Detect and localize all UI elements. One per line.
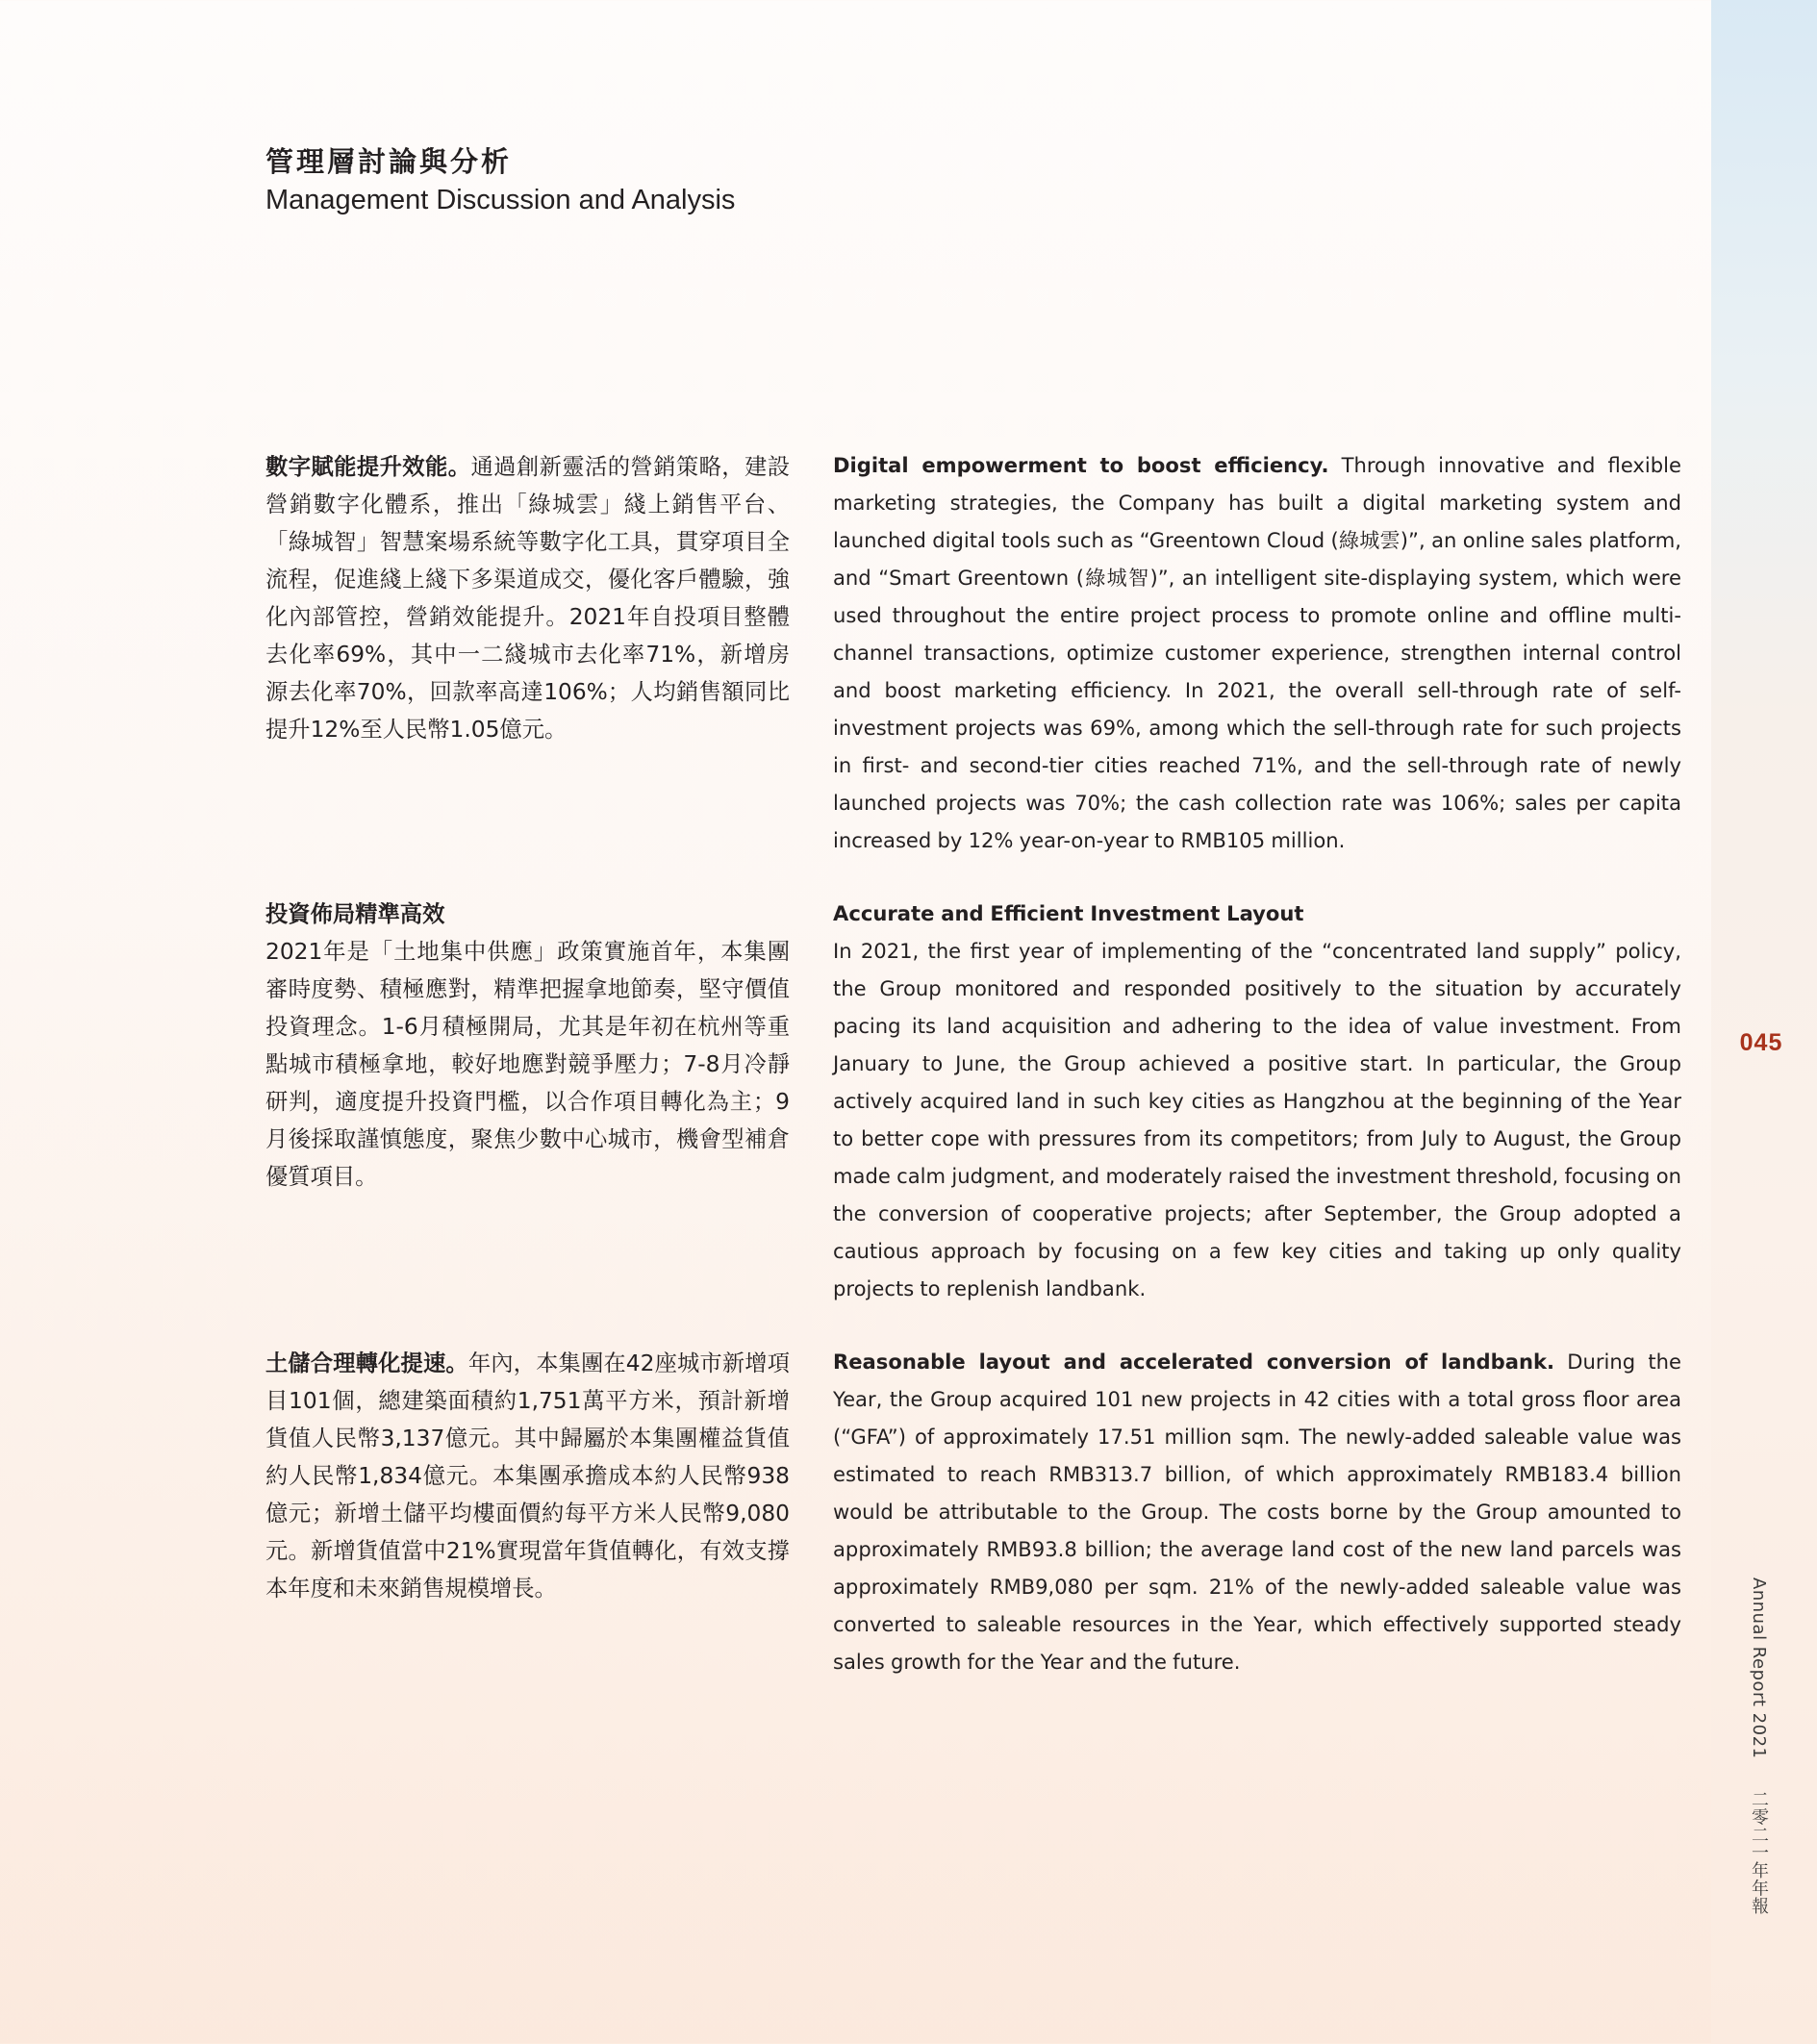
- section-1-zh: [265, 448, 790, 748]
- section-3-zh: [265, 1345, 790, 1607]
- page-header: [265, 144, 1035, 217]
- section-1-en-body: Through innovative and flexible marketing strategies, the Company has built a digital marketing system and launched digital tools such as “Greentown Cloud (綠城雲)”, an online sales platform, and “Smart Greentown (綠城智)”, an intelligent site-displaying system, which were used throughout the entire project process to promote online and offline multi-channel transactions, optimize customer experience, strengthen internal control and boost marketing efficiency. In 2021, the overall sell-through rate of self-investment projects was 69%, among which the sell-through rate for such projects in first- and second-tier cities reached 71%, and the sell-through rate of newly launched projects was 70%; the cash collection rate was 106%; sales per capita increased by 12% year-on-year to RMB105 million.: [833, 453, 1681, 852]
- report-footer-en: Annual Report 2021: [1749, 1577, 1769, 1759]
- section-2-zh-body: 2021年是「土地集中供應」政策實施首年，本集團審時度勢、積極應對，精準把握拿地節奏，堅守價值投資理念。1-6月積極開局，尤其是年初在杭州等重點城市積極拿地，較好地應對競爭壓力；7-8月冷靜研判，適度提升投資門檻，以合作項目轉化為主；9月後採取謹慎態度，聚焦少數中心城市，機會型補倉優質項目。: [265, 939, 790, 1190]
- report-footer-zh: 二零二一年年報: [1749, 1789, 1769, 1915]
- section-3-en: [833, 1343, 1681, 1680]
- section-3-zh-heading: 土儲合理轉化提速。: [265, 1350, 468, 1376]
- section-1-en: [833, 446, 1681, 859]
- section-3-en-body: During the Year, the Group acquired 101 new projects in 42 cities with a total gross floor area (“GFA”) of approximately 17.51 million sqm. The newly-added saleable value was estimated to reach RMB313.7 billion, of which approximately RMB183.4 billion would be attributable to the Group. The costs borne by the Group amounted to approximately RMB93.8 billion; the average land cost of the new land parcels was approximately RMB9,080 per sqm. 21% of the newly-added saleable value was converted to saleable resources in the Year, which effectively supported steady sales growth for the Year and the future.: [833, 1350, 1682, 1674]
- section-2-en-body: In 2021, the first year of implementing of the “concentrated land supply” policy, the Group monitored and responded positively to the situation by accurately pacing its land acquisition and adhering to the idea of value investment. From January to June, the Group achieved a positive start. In particular, the Group actively acquired land in such key cities as Hangzhou at the beginning of the Year to better cope with pressures from its competitors; from July to August, the Group made calm judgment, and moderately raised the investment threshold, focusing on the conversion of cooperative projects; after September, the Group adopted a cautious approach by focusing on a few key cities and taking up only quality projects to replenish landbank.: [833, 939, 1681, 1300]
- section-2-en: [833, 895, 1681, 1307]
- section-3-zh-body: 年內，本集團在42座城市新增項目101個，總建築面積約1,751萬平方米，預計新增貨值人民幣3,137億元。其中歸屬於本集團權益貨值約人民幣1,834億元。本集團承擔成本約人民幣938億元；新增土儲平均樓面價約每平方米人民幣9,080元。新增貨值當中21%實現當年貨值轉化，有效支撐本年度和未來銷售規模增長。: [265, 1350, 790, 1602]
- section-1-zh-body: 通過創新靈活的營銷策略，建設營銷數字化體系，推出「綠城雲」綫上銷售平台、「綠城智」智慧案場系統等數字化工具，貫穿項目全流程，促進綫上綫下多渠道成交，優化客戶體驗，強化內部管控，營銷效能提升。2021年自投項目整體去化率69%，其中一二綫城市去化率71%，新增房源去化率70%，回款率高達106%；人均銷售額同比提升12%至人民幣1.05億元。: [265, 454, 791, 743]
- section-2-zh-heading: 投資佈局精準高效: [265, 901, 445, 927]
- page-title-en: Management Discussion and Analysis: [265, 185, 736, 215]
- page-title-zh: 管理層討論與分析: [265, 145, 513, 178]
- page-number: 045: [1739, 1029, 1783, 1056]
- section-2-zh: [265, 896, 790, 1196]
- section-3-en-heading: Reasonable layout and accelerated conversion of landbank.: [833, 1350, 1555, 1374]
- section-1-zh-heading: 數字賦能提升效能。: [265, 454, 471, 480]
- section-2-en-heading: Accurate and Efficient Investment Layout: [833, 901, 1304, 925]
- section-1-en-heading: Digital empowerment to boost efficiency.: [833, 453, 1329, 477]
- report-footer: [1746, 1577, 1771, 1914]
